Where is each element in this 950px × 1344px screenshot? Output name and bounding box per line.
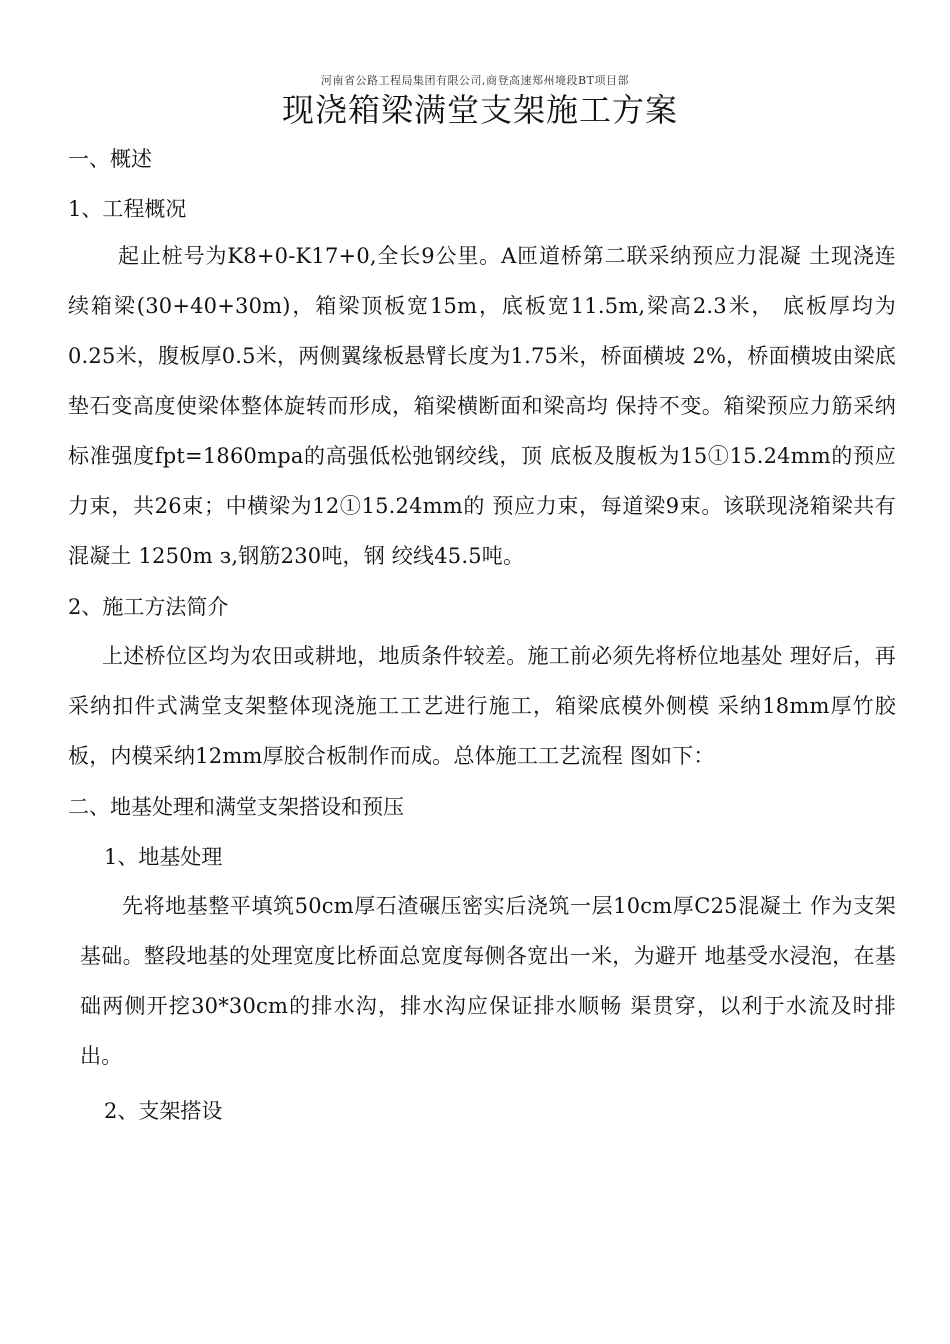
document-title: 现浇箱梁满堂支架施工方案 bbox=[281, 91, 678, 129]
subsection-heading-foundation-treatment: 1、地基处理 bbox=[104, 845, 223, 869]
subsection-heading-project-overview: 1、工程概况 bbox=[68, 197, 187, 221]
paragraph-project-overview: 起止桩号为K8+0-K17+0,全长9公里。A匝道桥第二联采纳预应力混凝 土现浇连续箱梁(30+40+30m)，箱梁顶板宽15m，底板宽11.5m,梁高2.3米， 底板厚均为0.25米，腹板厚0.5米，两侧翼缘板悬臂长度为1.75米，桥面横坡 2%，桥面横坡由梁底垫石变高度使梁体整体旋转而形成，箱梁横断面和梁高均 保持不变。箱梁预应力筋采纳标准强度fpt=1860mpa的高强低松弛钢绞线，顶 底板及腹板为15①15.24mm的预应力束，共26束；中横梁为12①15.24mm的 预应力束，每道梁9束。该联现浇箱梁共有混凝土 1250m з,钢筋230吨，钢 绞线45.5吨。 bbox=[68, 244, 896, 568]
section-heading-foundation-and-scaffold: 二、地基处理和满堂支架搭设和预压 bbox=[68, 795, 404, 819]
subsection-heading-construction-method: 2、施工方法简介 bbox=[68, 595, 229, 619]
page-header-note: 河南省公路工程局集团有限公司,商登高速郑州境段BT项目部 bbox=[321, 74, 629, 87]
paragraph-construction-method: 上述桥位区均为农田或耕地，地质条件较差。施工前必须先将桥位地基处 理好后，再采纳扣件式满堂支架整体现浇施工工艺进行施工，箱梁底模外侧模 采纳18mm厚竹胶板，内模采纳12mm厚胶合板制作而成。总体施工工艺流程 图如下： bbox=[68, 644, 896, 768]
paragraph-foundation-treatment: 先将地基整平填筑50cm厚石渣碾压密实后浇筑一层10cm厚C25混凝土 作为支架基础。整段地基的处理宽度比桥面总宽度每侧各宽出一米，为避开 地基受水浸泡，在基础两侧开挖30*30cm的排水沟，排水沟应保证排水顺畅 渠贯穿，以利于水流及时排出。 bbox=[80, 894, 896, 1068]
subsection-heading-scaffold-erection: 2、支架搭设 bbox=[104, 1099, 223, 1123]
section-heading-overview: 一、概述 bbox=[68, 147, 152, 171]
